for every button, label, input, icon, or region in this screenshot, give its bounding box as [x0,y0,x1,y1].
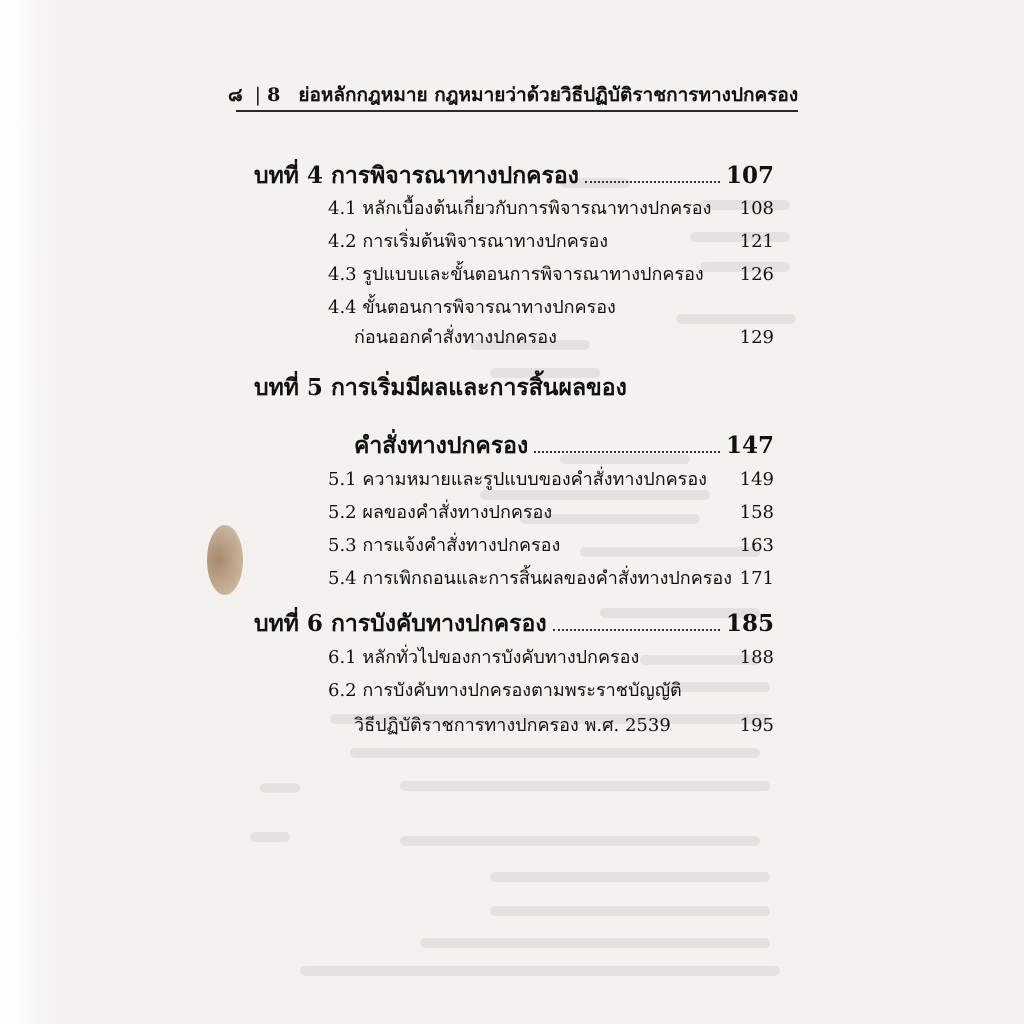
item-title: 6.1 หลักทั่วไปของการบังคับทางปกครอง [328,647,640,668]
item-title-continued: ก่อนออกคำสั่งทางปกครอง [354,327,557,348]
page-number: 185 [725,610,774,637]
toc-chapter-6 [254,606,774,642]
page-number: 149 [739,469,774,490]
chapter-title: บทที่ 5 การเริ่มมีผลและการสิ้นผลของ [254,374,627,401]
toc-item-4-4-cont [354,322,774,351]
toc-item-5-1 [328,464,774,493]
dot-leader [585,180,720,183]
toc-item-6-2 [328,675,774,704]
page-number: 129 [739,327,774,348]
toc-item-5-2 [328,497,774,526]
toc-item-4-3 [328,259,774,288]
chapter-title: บทที่ 4 การพิจารณาทางปกครอง [254,162,579,189]
header-separator: | [254,84,262,106]
page-number: 108 [739,198,774,219]
page-number: 158 [739,502,774,523]
toc-item-5-3 [328,530,774,559]
toc-chapter-5-cont [354,428,774,464]
page-number-arabic: 8 [267,84,281,106]
item-title: 5.2 ผลของคำสั่งทางปกครอง [328,502,553,523]
toc-chapter-5 [254,370,774,406]
toc-item-4-2 [328,226,774,255]
chapter-title-continued: คำสั่งทางปกครอง [354,432,529,459]
page-number: 121 [739,231,774,252]
page-number: 107 [725,162,774,189]
toc-item-4-1 [328,193,774,222]
page-number: 171 [739,568,774,589]
toc-item-5-4 [328,563,774,592]
chapter-title: บทที่ 6 การบังคับทางปกครอง [254,610,547,637]
item-title: 5.4 การเพิกถอนและการสิ้นผลของคำสั่งทางปกครอง [328,568,733,589]
dot-leader [553,628,720,631]
toc-item-4-4 [328,292,774,321]
item-title: 5.1 ความหมายและรูปแบบของคำสั่งทางปกครอง [328,469,707,490]
item-title: 4.1 หลักเบื้องต้นเกี่ยวกับการพิจารณาทางปกครอง [328,198,712,219]
item-title: 4.4 ขั้นตอนการพิจารณาทางปกครอง [328,297,616,318]
item-title: 5.3 การแจ้งคำสั่งทางปกครอง [328,535,561,556]
item-title: 4.3 รูปแบบและขั้นตอนการพิจารณาทางปกครอง [328,264,704,285]
toc-item-6-1 [328,642,774,671]
page-number: 163 [739,535,774,556]
page-number-thai: ๘ [228,84,243,106]
item-title: 6.2 การบังคับทางปกครองตามพระราชบัญญัติ [328,680,682,701]
dot-leader [534,450,720,453]
page-number: 126 [739,264,774,285]
page-number: 188 [739,647,774,668]
toc-item-6-2-cont [354,710,774,739]
item-title-continued: วิธีปฏิบัติราชการทางปกครอง พ.ศ. 2539 [354,715,671,736]
header-title: ย่อหลักกฎหมาย กฎหมายว่าด้วยวิธีปฏิบัติราชการทางปกครอง [298,84,799,106]
page-number: 147 [725,432,774,459]
page-number: 195 [739,715,774,736]
item-title: 4.2 การเริ่มต้นพิจารณาทางปกครอง [328,231,609,252]
toc-chapter-4 [254,158,774,194]
